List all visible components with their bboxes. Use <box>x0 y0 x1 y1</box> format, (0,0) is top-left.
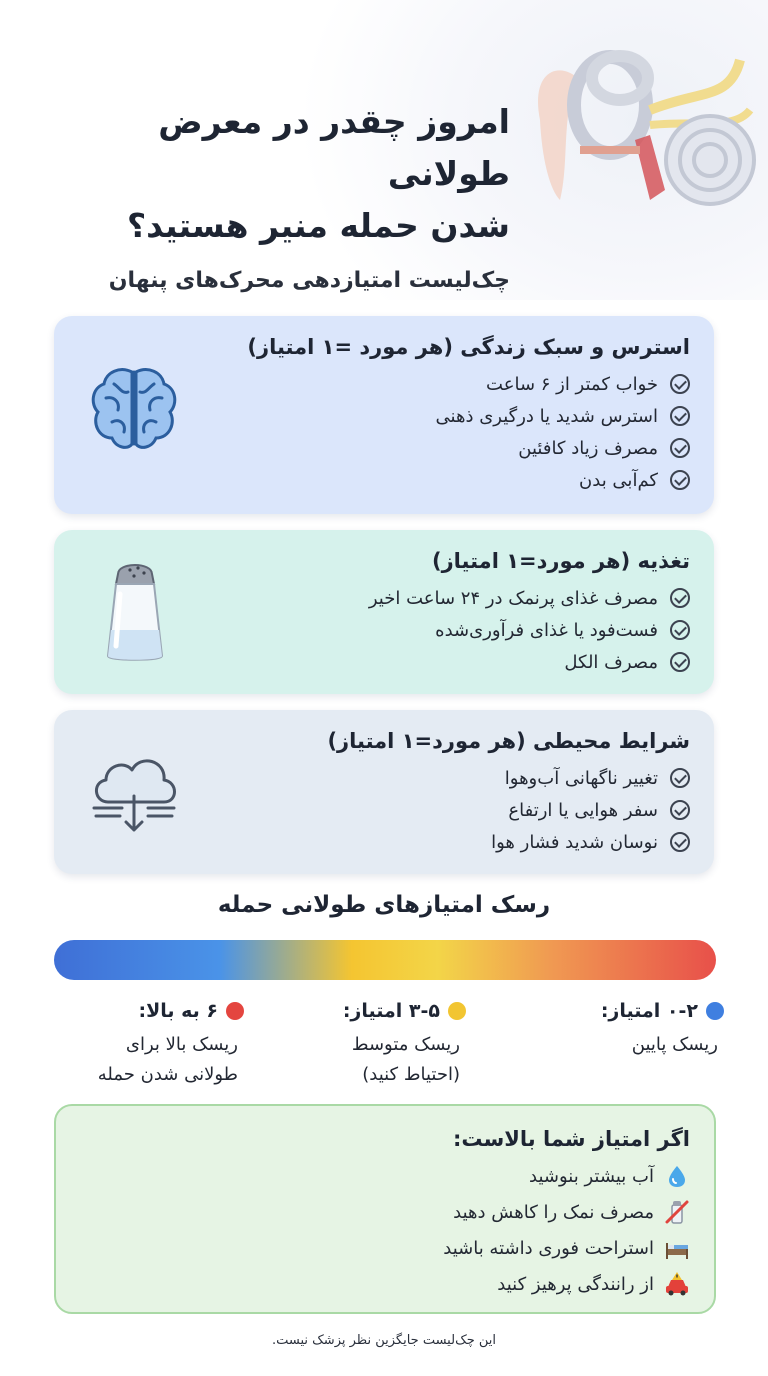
check-circle-icon <box>670 406 690 426</box>
checklist-item[interactable] <box>54 464 690 496</box>
checklist-item-label: خواب کمتر از ۶ ساعت <box>486 373 658 395</box>
section-environment <box>54 710 714 874</box>
check-circle-icon <box>670 652 690 672</box>
risk-range: ۰-۲ امتیاز: <box>600 1000 698 1022</box>
advice-item <box>56 1194 690 1230</box>
risk-range: ۳-۵ امتیاز: <box>342 1000 440 1022</box>
advice-item-label: استراحت فوری داشته باشید <box>443 1237 654 1259</box>
risk-gradient-bar <box>54 940 716 980</box>
advice-title: اگر امتیاز شما بالاست: <box>452 1127 690 1151</box>
section-title: تغذیه (هر مورد=۱ امتیاز) <box>431 549 690 573</box>
risk-range: ۶ به بالا: <box>138 1000 218 1022</box>
check-circle-icon <box>670 470 690 490</box>
risk-level-high <box>54 996 244 1090</box>
advice-item-label: مصرف نمک را کاهش دهید <box>453 1201 654 1223</box>
brain-icon <box>84 358 184 458</box>
header <box>40 96 510 293</box>
checklist-item-label: استرس شدید یا درگیری ذهنی <box>435 405 658 427</box>
section-nutrition <box>54 530 714 694</box>
checklist-item-label: مصرف غذای پرنمک در ۲۴ ساعت اخیر <box>368 587 658 609</box>
water-drop-icon <box>664 1163 690 1189</box>
inner-ear-icon <box>500 0 768 270</box>
section-title: استرس و سبک زندگی (هر مورد =۱ امتیاز) <box>247 335 690 359</box>
risk-description: ریسک بالا برای <box>125 1034 238 1055</box>
checklist-item-label: نوسان شدید فشار هوا <box>491 831 658 853</box>
risk-description: ریسک پایین <box>631 1034 718 1055</box>
advice-item-label: آب بیشتر بنوشید <box>529 1165 654 1187</box>
page-subtitle: چک‌لیست امتیازدهی محرک‌های پنهان <box>108 268 510 293</box>
checklist-item-label: سفر هوایی یا ارتفاع <box>508 799 658 821</box>
check-circle-icon <box>670 800 690 820</box>
title-line-1: امروز چقدر در معرض طولانی <box>158 102 510 193</box>
checklist-item-label: کم‌آبی بدن <box>579 469 658 491</box>
risk-description-note: (احتیاط کنید) <box>362 1064 460 1085</box>
cloud-pressure-icon <box>86 746 182 836</box>
disclaimer: این چک‌لیست جایگزین نظر پزشک نیست. <box>272 1333 496 1348</box>
checklist-item-label: تغییر ناگهانی آب‌وهوا <box>504 767 658 789</box>
check-circle-icon <box>670 768 690 788</box>
check-circle-icon <box>670 438 690 458</box>
salt-shaker-icon <box>100 560 170 664</box>
advice-item <box>56 1158 690 1194</box>
checklist-item-label: مصرف الکل <box>564 651 658 673</box>
risk-description: ریسک متوسط <box>351 1034 460 1055</box>
advice-list <box>56 1158 690 1302</box>
section-title: شرایط محیطی (هر مورد=۱ امتیاز) <box>327 729 690 753</box>
advice-box <box>54 1104 716 1314</box>
risk-description-note: طولانی شدن حمله <box>97 1064 238 1085</box>
section-stress-lifestyle <box>54 316 714 514</box>
check-circle-icon <box>670 620 690 640</box>
red-dot-icon <box>226 1002 244 1020</box>
risk-level-low <box>554 996 724 1060</box>
check-circle-icon <box>670 374 690 394</box>
check-circle-icon <box>670 832 690 852</box>
risk-level-medium <box>286 996 466 1090</box>
advice-item-label: از رانندگی پرهیز کنید <box>497 1273 654 1295</box>
yellow-dot-icon <box>448 1002 466 1020</box>
advice-item <box>56 1266 690 1302</box>
checklist-item-label: مصرف زیاد کافئین <box>518 437 658 459</box>
check-circle-icon <box>670 588 690 608</box>
no-salt-icon <box>664 1199 690 1225</box>
car-warning-icon <box>664 1271 690 1297</box>
risk-title: رسک امتیازهای طولانی حمله <box>217 892 551 918</box>
page-title <box>40 96 510 252</box>
blue-dot-icon <box>706 1002 724 1020</box>
bed-icon <box>664 1235 690 1261</box>
advice-item <box>56 1230 690 1266</box>
checklist-item-label: فست‌فود یا غذای فرآوری‌شده <box>435 619 658 641</box>
title-line-2: شدن حمله منیر هستید؟ <box>126 206 510 245</box>
